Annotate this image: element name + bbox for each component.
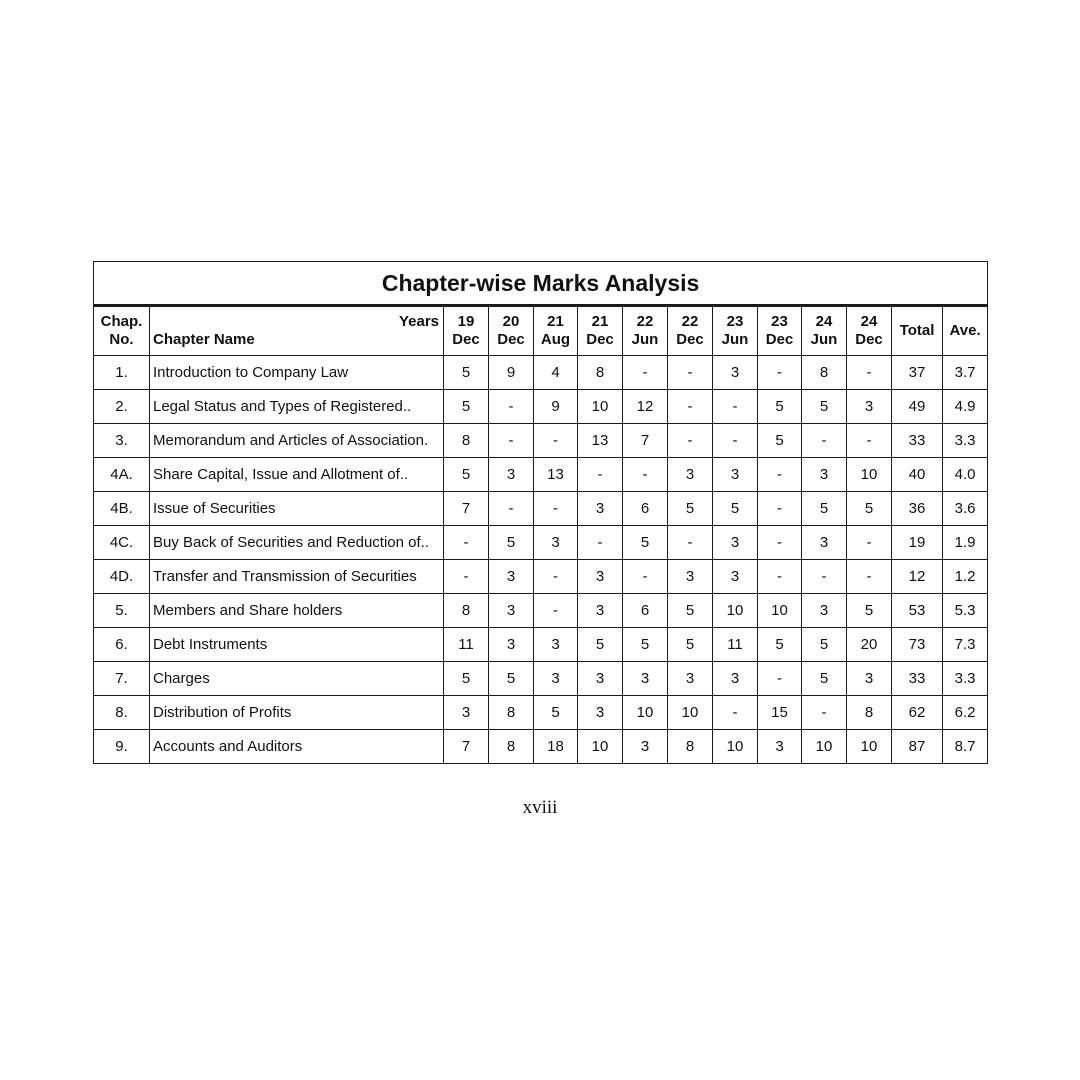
marks-analysis-table bbox=[93, 261, 988, 764]
table-row bbox=[94, 424, 988, 458]
marks-cell: - bbox=[578, 526, 623, 560]
chapter-name-cell: Issue of Securities bbox=[150, 492, 444, 526]
total-cell: 49 bbox=[892, 390, 943, 424]
total-cell: 33 bbox=[892, 424, 943, 458]
session-header bbox=[713, 306, 758, 356]
marks-cell: 10 bbox=[578, 730, 623, 764]
marks-cell: 3 bbox=[489, 458, 534, 492]
chap-no-header-line1: Chap. bbox=[100, 313, 143, 330]
marks-cell: - bbox=[623, 356, 668, 390]
marks-cell: 6 bbox=[623, 492, 668, 526]
marks-cell: 5 bbox=[534, 696, 578, 730]
marks-cell: - bbox=[444, 526, 489, 560]
marks-cell: 5 bbox=[668, 628, 713, 662]
marks-cell: 13 bbox=[578, 424, 623, 458]
marks-cell: 5 bbox=[802, 628, 847, 662]
marks-cell: 3 bbox=[713, 662, 758, 696]
session-header bbox=[623, 306, 668, 356]
marks-cell: 3 bbox=[578, 696, 623, 730]
chapter-number-cell: 9. bbox=[94, 730, 150, 764]
marks-cell: 11 bbox=[444, 628, 489, 662]
marks-cell: 10 bbox=[713, 730, 758, 764]
marks-cell: 5 bbox=[847, 594, 892, 628]
marks-cell: 8 bbox=[489, 730, 534, 764]
marks-cell: 6 bbox=[623, 594, 668, 628]
chapter-name-label: Chapter Name bbox=[153, 331, 255, 348]
marks-cell: 3 bbox=[578, 560, 623, 594]
marks-cell: 8 bbox=[578, 356, 623, 390]
session-header bbox=[847, 306, 892, 356]
marks-cell: 3 bbox=[489, 628, 534, 662]
table-row bbox=[94, 662, 988, 696]
marks-cell: 3 bbox=[578, 594, 623, 628]
page-number: xviii bbox=[522, 797, 558, 818]
total-cell: 53 bbox=[892, 594, 943, 628]
session-year: 22 bbox=[636, 313, 654, 330]
marks-cell: - bbox=[623, 458, 668, 492]
table-body bbox=[94, 356, 988, 764]
marks-cell: 7 bbox=[444, 730, 489, 764]
session-header bbox=[489, 306, 534, 356]
marks-cell: 7 bbox=[444, 492, 489, 526]
marks-cell: 3 bbox=[847, 662, 892, 696]
marks-cell: - bbox=[444, 560, 489, 594]
marks-cell: 5 bbox=[444, 356, 489, 390]
total-cell: 62 bbox=[892, 696, 943, 730]
marks-cell: - bbox=[847, 526, 892, 560]
table-row bbox=[94, 730, 988, 764]
average-header: Ave. bbox=[943, 306, 988, 356]
marks-cell: - bbox=[534, 594, 578, 628]
marks-cell: 13 bbox=[534, 458, 578, 492]
chapter-name-cell: Memorandum and Articles of Association. bbox=[150, 424, 444, 458]
session-header bbox=[534, 306, 578, 356]
session-header bbox=[668, 306, 713, 356]
marks-cell: - bbox=[802, 560, 847, 594]
marks-cell: 3 bbox=[578, 662, 623, 696]
marks-cell: 12 bbox=[623, 390, 668, 424]
average-cell: 3.6 bbox=[943, 492, 988, 526]
marks-cell: 5 bbox=[802, 662, 847, 696]
marks-cell: - bbox=[802, 696, 847, 730]
marks-cell: 3 bbox=[847, 390, 892, 424]
marks-cell: 5 bbox=[444, 458, 489, 492]
marks-cell: 10 bbox=[847, 458, 892, 492]
session-year: 21 bbox=[591, 313, 609, 330]
chapter-number-cell: 6. bbox=[94, 628, 150, 662]
marks-cell: 5 bbox=[578, 628, 623, 662]
table-row bbox=[94, 390, 988, 424]
average-cell: 4.9 bbox=[943, 390, 988, 424]
session-month: Jun bbox=[810, 331, 838, 348]
marks-cell: - bbox=[668, 356, 713, 390]
marks-cell: - bbox=[758, 458, 802, 492]
marks-cell: 3 bbox=[713, 356, 758, 390]
marks-cell: 5 bbox=[623, 526, 668, 560]
average-cell: 1.2 bbox=[943, 560, 988, 594]
marks-cell: - bbox=[847, 356, 892, 390]
session-month: Jun bbox=[631, 331, 659, 348]
chapter-name-cell: Share Capital, Issue and Allotment of.. bbox=[150, 458, 444, 492]
marks-cell: 3 bbox=[444, 696, 489, 730]
marks-cell: - bbox=[713, 390, 758, 424]
marks-cell: 7 bbox=[623, 424, 668, 458]
chapter-name-cell: Introduction to Company Law bbox=[150, 356, 444, 390]
total-cell: 73 bbox=[892, 628, 943, 662]
marks-cell: 5 bbox=[802, 492, 847, 526]
chapter-name-cell: Members and Share holders bbox=[150, 594, 444, 628]
session-year: 22 bbox=[681, 313, 699, 330]
table-row bbox=[94, 560, 988, 594]
chapter-number-cell: 5. bbox=[94, 594, 150, 628]
session-header bbox=[444, 306, 489, 356]
marks-cell: 10 bbox=[847, 730, 892, 764]
session-year: 23 bbox=[771, 313, 788, 330]
marks-cell: 5 bbox=[623, 628, 668, 662]
marks-cell: 10 bbox=[713, 594, 758, 628]
marks-cell: 8 bbox=[444, 424, 489, 458]
total-cell: 87 bbox=[892, 730, 943, 764]
table-title: Chapter-wise Marks Analysis bbox=[94, 262, 988, 306]
marks-cell: - bbox=[668, 390, 713, 424]
average-cell: 3.7 bbox=[943, 356, 988, 390]
marks-cell: 3 bbox=[802, 526, 847, 560]
marks-cell: 10 bbox=[758, 594, 802, 628]
chapter-number-cell: 4A. bbox=[94, 458, 150, 492]
marks-cell: - bbox=[713, 696, 758, 730]
chapter-name-cell: Accounts and Auditors bbox=[150, 730, 444, 764]
marks-cell: 3 bbox=[713, 458, 758, 492]
marks-cell: 5 bbox=[668, 594, 713, 628]
chapter-number-cell: 4C. bbox=[94, 526, 150, 560]
marks-cell: 3 bbox=[758, 730, 802, 764]
session-header bbox=[758, 306, 802, 356]
total-cell: 12 bbox=[892, 560, 943, 594]
marks-cell: 3 bbox=[802, 458, 847, 492]
chapter-name-cell: Legal Status and Types of Registered.. bbox=[150, 390, 444, 424]
session-year: 23 bbox=[726, 313, 744, 330]
chapter-number-cell: 7. bbox=[94, 662, 150, 696]
chapter-number-cell: 1. bbox=[94, 356, 150, 390]
table-row bbox=[94, 594, 988, 628]
marks-cell: 8 bbox=[489, 696, 534, 730]
chap-no-header-line2: No. bbox=[109, 331, 134, 348]
session-month: Jun bbox=[721, 331, 749, 348]
marks-cell: 10 bbox=[623, 696, 668, 730]
average-cell: 1.9 bbox=[943, 526, 988, 560]
marks-cell: 3 bbox=[713, 526, 758, 560]
marks-cell: - bbox=[668, 424, 713, 458]
total-cell: 37 bbox=[892, 356, 943, 390]
total-cell: 36 bbox=[892, 492, 943, 526]
average-cell: 3.3 bbox=[943, 662, 988, 696]
marks-cell: 5 bbox=[444, 390, 489, 424]
session-year: 19 bbox=[457, 313, 475, 330]
marks-cell: 5 bbox=[758, 424, 802, 458]
marks-cell: - bbox=[534, 424, 578, 458]
marks-cell: 5 bbox=[713, 492, 758, 526]
chapter-number-cell: 2. bbox=[94, 390, 150, 424]
chapter-name-cell: Transfer and Transmission of Securities bbox=[150, 560, 444, 594]
marks-cell: 11 bbox=[713, 628, 758, 662]
table-row bbox=[94, 696, 988, 730]
session-header bbox=[578, 306, 623, 356]
average-cell: 6.2 bbox=[943, 696, 988, 730]
marks-cell: 9 bbox=[489, 356, 534, 390]
marks-cell: - bbox=[847, 560, 892, 594]
marks-cell: 4 bbox=[534, 356, 578, 390]
chapter-number-cell: 8. bbox=[94, 696, 150, 730]
total-cell: 40 bbox=[892, 458, 943, 492]
marks-cell: 3 bbox=[534, 628, 578, 662]
marks-cell: 5 bbox=[489, 662, 534, 696]
marks-cell: - bbox=[758, 526, 802, 560]
marks-cell: 5 bbox=[758, 628, 802, 662]
session-year: 21 bbox=[547, 313, 564, 330]
marks-cell: 9 bbox=[534, 390, 578, 424]
marks-cell: - bbox=[713, 424, 758, 458]
marks-cell: 8 bbox=[847, 696, 892, 730]
marks-cell: 3 bbox=[623, 730, 668, 764]
marks-cell: 3 bbox=[489, 560, 534, 594]
marks-cell: - bbox=[489, 492, 534, 526]
session-month: Aug bbox=[540, 331, 571, 348]
chapter-name-header bbox=[150, 306, 444, 356]
marks-cell: - bbox=[758, 560, 802, 594]
marks-cell: 10 bbox=[578, 390, 623, 424]
chapter-name-cell: Distribution of Profits bbox=[150, 696, 444, 730]
marks-cell: 3 bbox=[668, 458, 713, 492]
total-header: Total bbox=[892, 306, 943, 356]
marks-cell: 3 bbox=[489, 594, 534, 628]
chapter-name-cell: Debt Instruments bbox=[150, 628, 444, 662]
average-cell: 5.3 bbox=[943, 594, 988, 628]
marks-cell: - bbox=[758, 492, 802, 526]
marks-analysis-table-container bbox=[93, 261, 987, 764]
marks-cell: 3 bbox=[534, 662, 578, 696]
marks-cell: 8 bbox=[802, 356, 847, 390]
average-cell: 4.0 bbox=[943, 458, 988, 492]
chapter-number-cell: 3. bbox=[94, 424, 150, 458]
marks-cell: 18 bbox=[534, 730, 578, 764]
marks-cell: 3 bbox=[668, 662, 713, 696]
marks-cell: 8 bbox=[444, 594, 489, 628]
marks-cell: 5 bbox=[847, 492, 892, 526]
average-cell: 8.7 bbox=[943, 730, 988, 764]
marks-cell: 3 bbox=[713, 560, 758, 594]
marks-cell: - bbox=[758, 356, 802, 390]
session-month: Dec bbox=[497, 331, 525, 348]
chapter-name-cell: Buy Back of Securities and Reduction of.. bbox=[150, 526, 444, 560]
marks-cell: - bbox=[578, 458, 623, 492]
marks-cell: - bbox=[489, 424, 534, 458]
marks-cell: 5 bbox=[802, 390, 847, 424]
session-year: 24 bbox=[815, 313, 833, 330]
session-year: 20 bbox=[502, 313, 520, 330]
marks-cell: 10 bbox=[668, 696, 713, 730]
marks-cell: 20 bbox=[847, 628, 892, 662]
marks-cell: 3 bbox=[534, 526, 578, 560]
marks-cell: 15 bbox=[758, 696, 802, 730]
marks-cell: 3 bbox=[802, 594, 847, 628]
table-row bbox=[94, 458, 988, 492]
marks-cell: 3 bbox=[578, 492, 623, 526]
chapter-number-cell: 4D. bbox=[94, 560, 150, 594]
marks-cell: 5 bbox=[489, 526, 534, 560]
marks-cell: 8 bbox=[668, 730, 713, 764]
session-month: Dec bbox=[586, 331, 614, 348]
session-month: Dec bbox=[676, 331, 704, 348]
chapter-number-cell: 4B. bbox=[94, 492, 150, 526]
table-row bbox=[94, 628, 988, 662]
table-row bbox=[94, 356, 988, 390]
marks-cell: - bbox=[534, 560, 578, 594]
marks-cell: 5 bbox=[758, 390, 802, 424]
marks-cell: - bbox=[847, 424, 892, 458]
average-cell: 3.3 bbox=[943, 424, 988, 458]
marks-cell: - bbox=[489, 390, 534, 424]
marks-cell: - bbox=[623, 560, 668, 594]
session-year: 24 bbox=[860, 313, 878, 330]
session-month: Dec bbox=[765, 331, 794, 348]
total-cell: 33 bbox=[892, 662, 943, 696]
marks-cell: 3 bbox=[623, 662, 668, 696]
marks-cell: - bbox=[668, 526, 713, 560]
average-cell: 7.3 bbox=[943, 628, 988, 662]
table-header-row bbox=[94, 306, 988, 356]
chapter-name-cell: Charges bbox=[150, 662, 444, 696]
session-month: Dec bbox=[855, 331, 883, 348]
marks-cell: 3 bbox=[668, 560, 713, 594]
table-row bbox=[94, 492, 988, 526]
session-month: Dec bbox=[452, 331, 480, 348]
marks-cell: - bbox=[758, 662, 802, 696]
marks-cell: 10 bbox=[802, 730, 847, 764]
marks-cell: 5 bbox=[668, 492, 713, 526]
session-header bbox=[802, 306, 847, 356]
marks-cell: 5 bbox=[444, 662, 489, 696]
years-label: Years bbox=[398, 313, 439, 330]
marks-cell: - bbox=[802, 424, 847, 458]
total-cell: 19 bbox=[892, 526, 943, 560]
marks-cell: - bbox=[534, 492, 578, 526]
table-row bbox=[94, 526, 988, 560]
chap-no-header bbox=[94, 306, 150, 356]
